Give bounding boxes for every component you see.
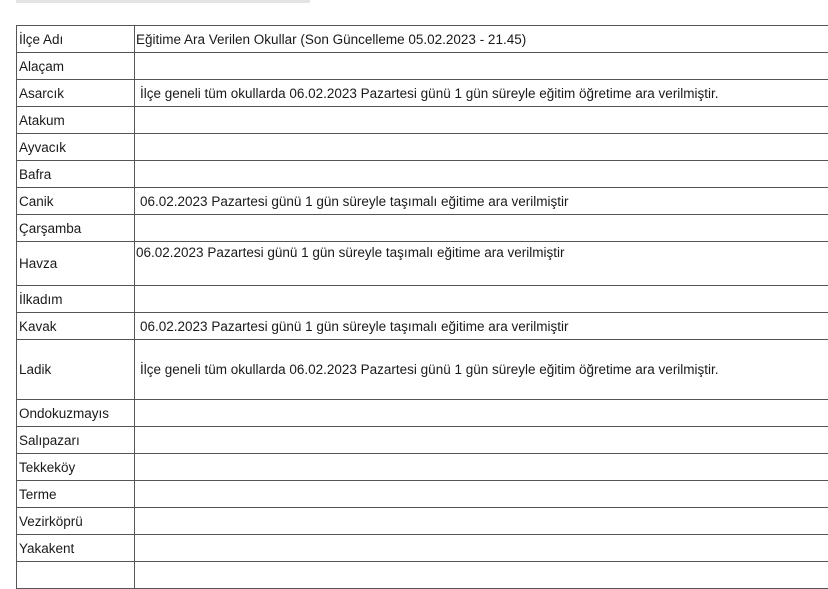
school-closures-table [16, 25, 828, 589]
table-header-row [17, 26, 828, 53]
table-row [17, 242, 828, 286]
status-cell [135, 454, 828, 481]
table-row [17, 161, 828, 188]
table-row [17, 535, 828, 562]
district-cell [17, 562, 135, 589]
status-cell: 06.02.2023 Pazartesi günü 1 gün süreyle taşımalı eğitime ara verilmiştir [135, 242, 828, 286]
table-row [17, 286, 828, 313]
status-cell: 06.02.2023 Pazartesi günü 1 gün süreyle taşımalı eğitime ara verilmiştir [135, 188, 828, 215]
district-cell: Havza [17, 242, 135, 286]
district-cell: Terme [17, 481, 135, 508]
status-cell [135, 107, 828, 134]
header-status: Eğitime Ara Verilen Okullar (Son Güncelleme 05.02.2023 - 21.45) [135, 26, 828, 53]
table-row [17, 188, 828, 215]
district-cell: Ondokuzmayıs [17, 400, 135, 427]
district-cell: Vezirköprü [17, 508, 135, 535]
table-row [17, 340, 828, 400]
district-cell: Kavak [17, 313, 135, 340]
table-row [17, 215, 828, 242]
table-row [17, 134, 828, 161]
table-row [17, 107, 828, 134]
status-cell [135, 134, 828, 161]
table-row [17, 427, 828, 454]
status-cell [135, 161, 828, 188]
status-cell: İlçe geneli tüm okullarda 06.02.2023 Pazartesi günü 1 gün süreyle eğitim öğretime ara verilmiştir. [135, 80, 828, 107]
district-cell: Salıpazarı [17, 427, 135, 454]
table-row [17, 400, 828, 427]
status-cell [135, 427, 828, 454]
status-cell [135, 535, 828, 562]
table-row [17, 562, 828, 589]
district-cell: İlkadım [17, 286, 135, 313]
status-cell [135, 286, 828, 313]
table-row [17, 454, 828, 481]
table-row [17, 53, 828, 80]
status-cell [135, 508, 828, 535]
district-cell: Alaçam [17, 53, 135, 80]
table-row [17, 481, 828, 508]
header-district: İlçe Adı [17, 26, 135, 53]
district-cell: Tekkeköy [17, 454, 135, 481]
district-cell: Canik [17, 188, 135, 215]
status-cell [135, 562, 828, 589]
table-row [17, 313, 828, 340]
status-cell [135, 215, 828, 242]
status-cell: 06.02.2023 Pazartesi günü 1 gün süreyle taşımalı eğitime ara verilmiştir [135, 313, 828, 340]
district-cell: Bafra [17, 161, 135, 188]
status-cell [135, 481, 828, 508]
district-cell: Çarşamba [17, 215, 135, 242]
district-cell: Ayvacık [17, 134, 135, 161]
table-row [17, 508, 828, 535]
district-cell: Ladik [17, 340, 135, 400]
district-cell: Atakum [17, 107, 135, 134]
status-cell [135, 400, 828, 427]
district-cell: Yakakent [17, 535, 135, 562]
district-cell: Asarcık [17, 80, 135, 107]
top-divider [16, 0, 310, 3]
status-cell [135, 53, 828, 80]
status-cell: İlçe geneli tüm okullarda 06.02.2023 Pazartesi günü 1 gün süreyle eğitim öğretime ara verilmiştir. [135, 340, 828, 400]
table-row [17, 80, 828, 107]
